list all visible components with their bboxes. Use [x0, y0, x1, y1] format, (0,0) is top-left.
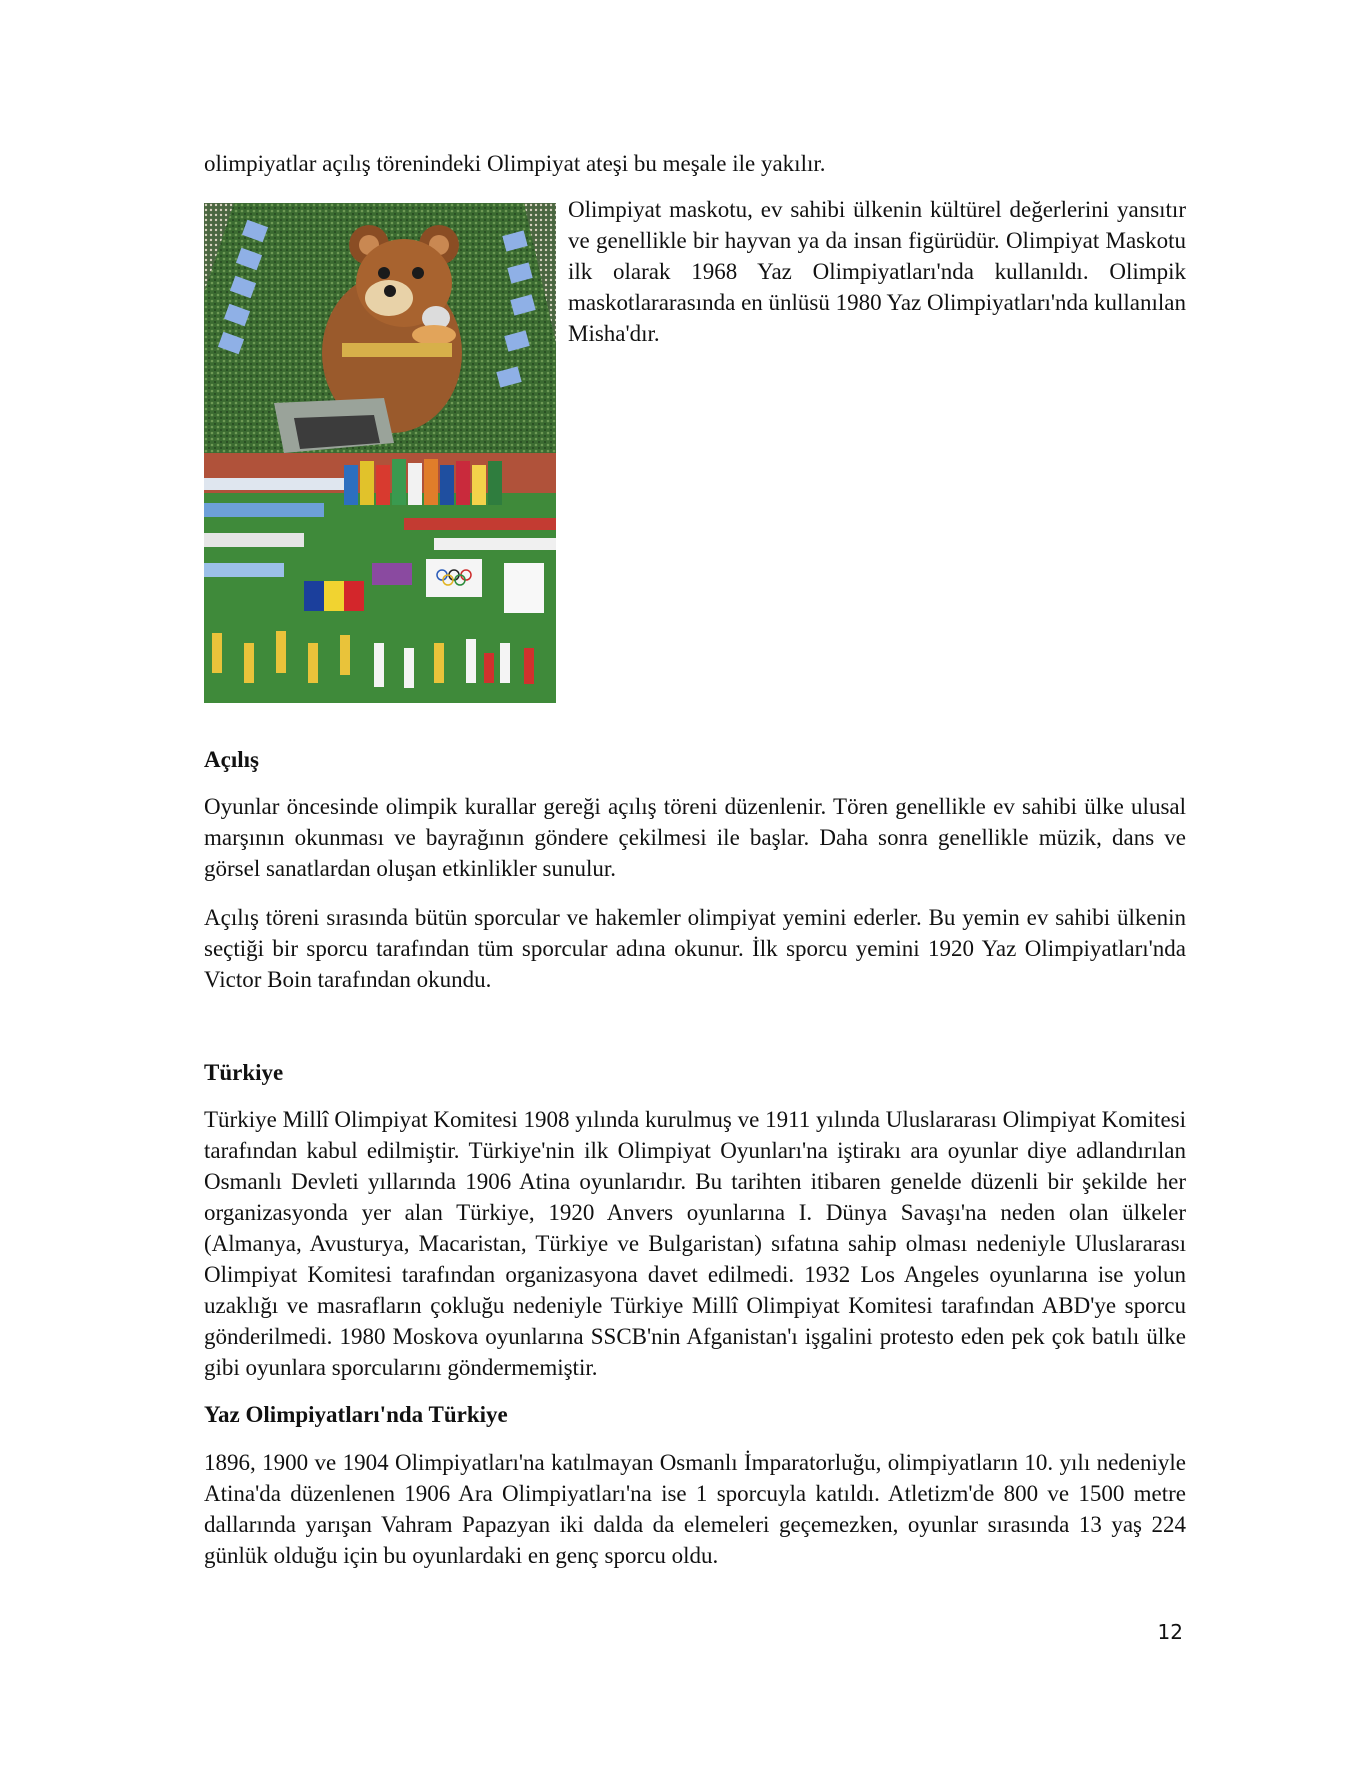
section-heading-acilis: Açılış: [204, 747, 259, 772]
section-heading-yaz-olimpiyatlari: Yaz Olimpiyatları'nda Türkiye: [204, 1402, 508, 1427]
intro-line: olimpiyatlar açılış törenindeki Olimpiyat ateşi bu meşale ile yakılır.: [204, 151, 826, 176]
acilis-paragraph-1: Oyunlar öncesinde olimpik kurallar gereği açılış töreni düzenlenir. Tören genellikle ev sahibi ülke ulusal marşının okunması ve bayrağının göndere çekilmesi ile başlar. Daha sonra genellikle müzik, dans ve görsel sanatlardan oluşan etkinlikler sunulur.: [204, 794, 1186, 881]
acilis-paragraph-2: Açılış töreni sırasında bütün sporcular ve hakemler olimpiyat yemini ederler. Bu yemin ev sahibi ülkenin seçtiği bir sporcu tarafından tüm sporcular adına okunur. İlk sporcu yemini 1920 Yaz Olimpiyatları'nda Victor Boin tarafından okundu.: [204, 905, 1186, 992]
olympic-ceremony-photo: [204, 203, 556, 703]
turkiye-paragraph: Türkiye Millî Olimpiyat Komitesi 1908 yılında kurulmuş ve 1911 yılında Uluslararası Olimpiyat Komitesi tarafından kabul edilmiştir. Türkiye'nin ilk Olimpiyat Oyunları'na iştirakı ara oyunlar diye adlandırılan Osmanlı Devleti yıllarında 1906 Atina oyunlarıdır. Bu tarihten itibaren genelde düzenli bir şekilde her organizasyonda yer alan Türkiye, 1920 Anvers oyunlarına I. Dünya Savaşı'na neden olan ülkeler (Almanya, Avusturya, Macaristan, Türkiye ve Bulgaristan) sıfatına sahip olması nedeniyle Uluslararası Olimpiyat Komitesi tarafından organizasyona davet edilmedi. 1932 Los Angeles oyunlarına ise yolun uzaklığı ve masrafların çokluğu nedeniyle Türkiye Millî Olimpiyat Komitesi tarafından ABD'ye sporcu gönderilmedi. 1980 Moskova oyunlarına SSCB'nin Afganistan'ı işgalini protesto eden pek çok batılı ülke gibi oyunlara sporcularını göndermemiştir.: [204, 1107, 1186, 1380]
ceremony-illustration: [204, 203, 556, 703]
mascot-paragraph: Olimpiyat maskotu, ev sahibi ülkenin kültürel değerlerini yansıtır ve genellikle bir hayvan ya da insan figürüdür. Olimpiyat Maskotu ilk olarak 1968 Yaz Olimpiyatları'nda kullanıldı. Olimpik maskotlararasında en ünlüsü 1980 Yaz Olimpiyatları'nda kullanılan Misha'dır.: [568, 197, 1186, 346]
yaz-olimpiyatlari-paragraph: 1896, 1900 ve 1904 Olimpiyatları'na katılmayan Osmanlı İmparatorluğu, olimpiyatların 10. yılı nedeniyle Atina'da düzenlenen 1906 Ara Olimpiyatları'na ise 1 sporcuyla katıldı. Atletizm'de 800 ve 1500 metre dallarında yarışan Vahram Papazyan iki dalda da elemeleri geçemezken, oyunlar sırasında 13 yaş 224 günlük olduğu için bu oyunlardaki en genç sporcu oldu.: [204, 1450, 1186, 1568]
section-heading-turkiye: Türkiye: [204, 1060, 284, 1085]
page-number: 12: [1157, 1620, 1183, 1644]
